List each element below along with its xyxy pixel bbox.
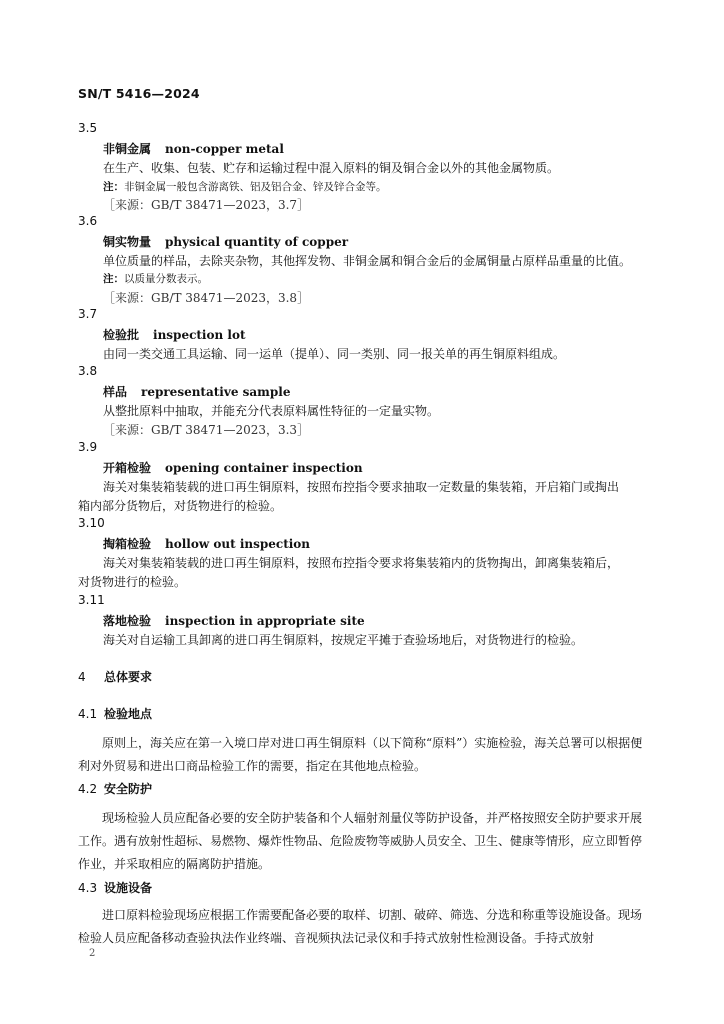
term-title-cn: 掏箱检验	[103, 537, 152, 551]
subsection-heading	[78, 879, 152, 896]
term-definition: 海关对自运输工具卸离的进口再生铜原料，按规定平摊于查验场地后，对货物进行的检验。	[103, 633, 584, 647]
term-number: 3.6	[78, 214, 98, 228]
term-title-en: hollow out inspection	[165, 537, 311, 551]
term-note	[103, 179, 387, 194]
term-definition: 由同一类交通工具运输、同一运单（提单）、同一类别、同一报关单的再生铜原料组成。	[103, 347, 566, 361]
subsection-heading	[78, 705, 152, 722]
subsection-number: 4.1	[78, 707, 98, 721]
term-note	[103, 271, 208, 286]
term-title-cn: 铜实物量	[103, 235, 152, 249]
term-number: 3.11	[78, 593, 105, 607]
term-source: ［来源：GB/T 38471—2023，3.7］	[103, 198, 310, 212]
term-number: 3.7	[78, 307, 98, 321]
note-label: 注：	[103, 273, 124, 285]
term-title-en: physical quantity of copper	[165, 235, 349, 249]
section-title: 总体要求	[104, 670, 153, 684]
term-number: 3.8	[78, 364, 98, 378]
subsection-title: 设施设备	[104, 881, 153, 895]
term-number: 3.9	[78, 440, 98, 454]
note-text: 非铜金属一般包含游离铁、铝及铝合金、锌及锌合金等。	[124, 181, 387, 193]
subsection-paragraph: 现场检验人员应配备必要的安全防护装备和个人辐射剂量仪等防护设备，并严格按照安全防护要求开展工作。遇有放射性超标、易燃物、爆炸性物品、危险废物等威胁人员安全、卫生、健康等情形，应立即暂停作业，并采取相应的隔离防护措施。	[78, 811, 643, 871]
section-number: 4	[78, 670, 86, 684]
note-text: 以质量分数表示。	[124, 273, 208, 285]
term-title-en: inspection in appropriate site	[165, 614, 365, 628]
term-title-cn: 落地检验	[103, 614, 152, 628]
subsection-paragraph: 原则上，海关应在第一入境口岸对进口再生铜原料（以下简称“原料”）实施检验，海关总署可以根据便利对外贸易和进出口商品检验工作的需要，指定在其他地点检验。	[78, 736, 643, 773]
standard-code-header: SN/T 5416—2024	[78, 86, 200, 101]
term-title-cn: 开箱检验	[103, 461, 152, 475]
term-definition: 对货物进行的检验。	[78, 575, 187, 589]
term-title-en: opening container inspection	[165, 461, 363, 475]
term-source: ［来源：GB/T 38471—2023，3.3］	[103, 423, 310, 437]
term-title	[103, 459, 363, 476]
term-title-cn: 非铜金属	[103, 142, 152, 156]
page-number: 2	[89, 948, 96, 959]
term-title-cn: 样品	[103, 385, 128, 399]
term-source: ［来源：GB/T 38471—2023，3.8］	[103, 291, 310, 305]
term-definition: 箱内部分货物后，对货物进行的检验。	[78, 499, 283, 513]
term-title	[103, 612, 365, 629]
term-definition: 海关对集装箱装载的进口再生铜原料，按照布控指令要求将集装箱内的货物掏出，卸离集装箱后，	[103, 556, 620, 570]
term-definition: 从整批原料中抽取，并能充分代表原料属性特征的一定量实物。	[103, 404, 440, 418]
term-title-en: non-copper metal	[165, 142, 284, 156]
term-title	[103, 383, 290, 400]
term-title-cn: 检验批	[103, 328, 140, 342]
subsection-number: 4.3	[78, 881, 98, 895]
term-number: 3.5	[78, 121, 98, 135]
term-definition: 单位质量的样品，去除夹杂物，其他挥发物、非铜金属和铜合金后的金属铜量占原样品重量的比值。	[103, 254, 632, 268]
term-definition: 海关对集装箱装载的进口再生铜原料，按照布控指令要求抽取一定数量的集装箱，开启箱门或掏出	[103, 480, 620, 494]
subsection-heading	[78, 780, 152, 797]
term-number: 3.10	[78, 516, 105, 530]
subsection-title: 检验地点	[104, 707, 153, 721]
subsection-title: 安全防护	[104, 782, 153, 796]
term-definition: 在生产、收集、包装、贮存和运输过程中混入原料的铜及铜合金以外的其他金属物质。	[103, 161, 560, 175]
term-title	[103, 326, 246, 343]
term-title	[103, 535, 310, 552]
subsection-number: 4.2	[78, 782, 98, 796]
section-heading	[78, 668, 152, 685]
subsection-paragraph: 进口原料检验现场应根据工作需要配备必要的取样、切割、破碎、筛选、分选和称重等设施设备。现场检验人员应配备移动查验执法作业终端、音视频执法记录仪和手持式放射性检测设备。手持式放射	[78, 908, 643, 945]
term-title-en: representative sample	[141, 385, 291, 399]
note-label: 注：	[103, 181, 124, 193]
term-title-en: inspection lot	[153, 328, 246, 342]
term-title	[103, 233, 348, 250]
term-title	[103, 140, 284, 157]
